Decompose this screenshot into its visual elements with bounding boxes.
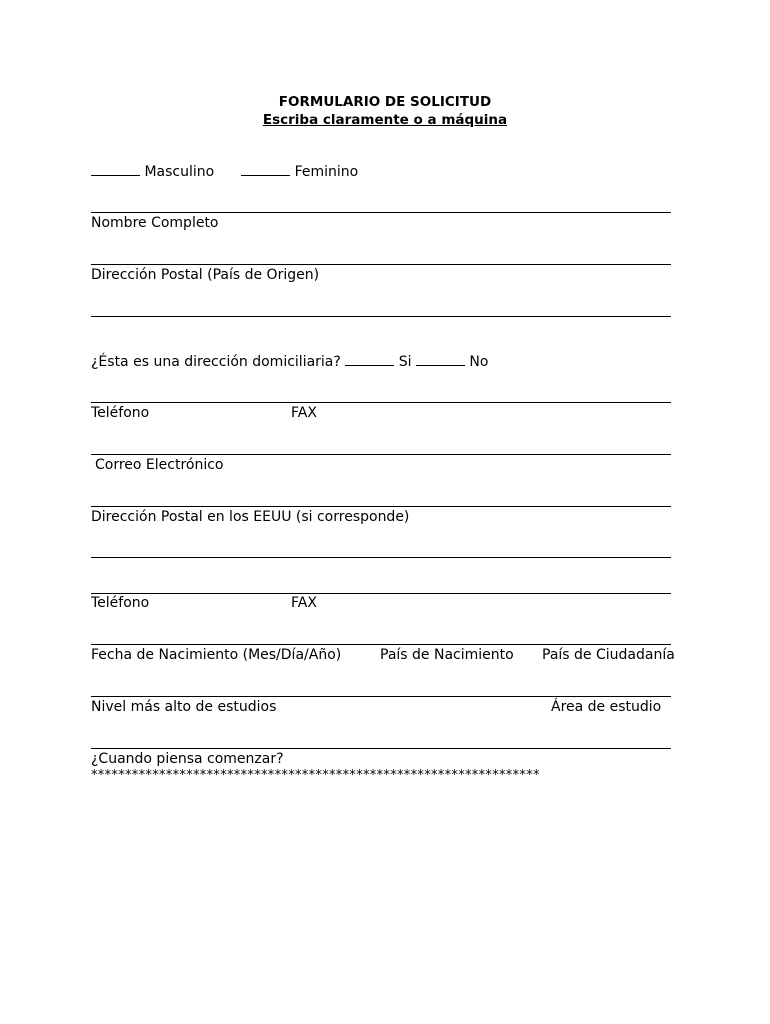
us-address-line[interactable] xyxy=(91,506,671,507)
male-label: Masculino xyxy=(144,164,215,180)
fax-label-2: FAX xyxy=(291,595,317,611)
start-line[interactable] xyxy=(91,748,671,749)
email-label: Correo Electrónico xyxy=(95,457,224,473)
birth-info-line[interactable] xyxy=(91,644,671,645)
stars-divider: ****************************************************************** xyxy=(91,768,540,783)
female-blank[interactable] xyxy=(241,163,290,176)
phone-label: Teléfono xyxy=(91,405,150,421)
us-address-line-2[interactable] xyxy=(91,557,671,558)
form-subtitle xyxy=(0,112,770,129)
form-title: FORMULARIO DE SOLICITUD xyxy=(278,94,492,110)
fax-label: FAX xyxy=(291,405,317,421)
field-of-study-label: Área de estudio xyxy=(551,699,662,715)
postal-address-origin-line-2[interactable] xyxy=(91,316,671,317)
start-question: ¿Cuando piensa comenzar? xyxy=(91,751,284,767)
postal-address-origin-line[interactable] xyxy=(91,264,671,265)
form-subtitle-text: Escriba claramente o a máquina xyxy=(262,112,508,128)
no-label: No xyxy=(469,354,489,370)
phone-fax-line[interactable] xyxy=(91,402,671,403)
email-line[interactable] xyxy=(91,454,671,455)
home-address-question-row xyxy=(91,353,488,371)
phone-label-2: Teléfono xyxy=(91,595,150,611)
no-blank[interactable] xyxy=(416,353,465,366)
us-address-label: Dirección Postal en los EEUU (si corresponde) xyxy=(91,509,410,525)
education-level-label: Nivel más alto de estudios xyxy=(91,699,277,715)
full-name-label: Nombre Completo xyxy=(91,215,219,231)
gender-row xyxy=(91,163,358,181)
full-name-line[interactable] xyxy=(91,212,671,213)
birth-country-label: País de Nacimiento xyxy=(380,647,514,663)
male-blank[interactable] xyxy=(91,163,140,176)
home-address-question: ¿Ésta es una dirección domiciliaria? xyxy=(91,354,341,370)
education-line[interactable] xyxy=(91,696,671,697)
yes-label: Si xyxy=(398,354,412,370)
birth-date-label: Fecha de Nacimiento (Mes/Día/Año) xyxy=(91,647,342,663)
phone-fax-line-2[interactable] xyxy=(91,593,671,594)
female-label: Feminino xyxy=(294,164,359,180)
postal-address-origin-label: Dirección Postal (País de Origen) xyxy=(91,267,320,283)
yes-blank[interactable] xyxy=(345,353,394,366)
citizenship-country-label: País de Ciudadanía xyxy=(542,647,675,663)
